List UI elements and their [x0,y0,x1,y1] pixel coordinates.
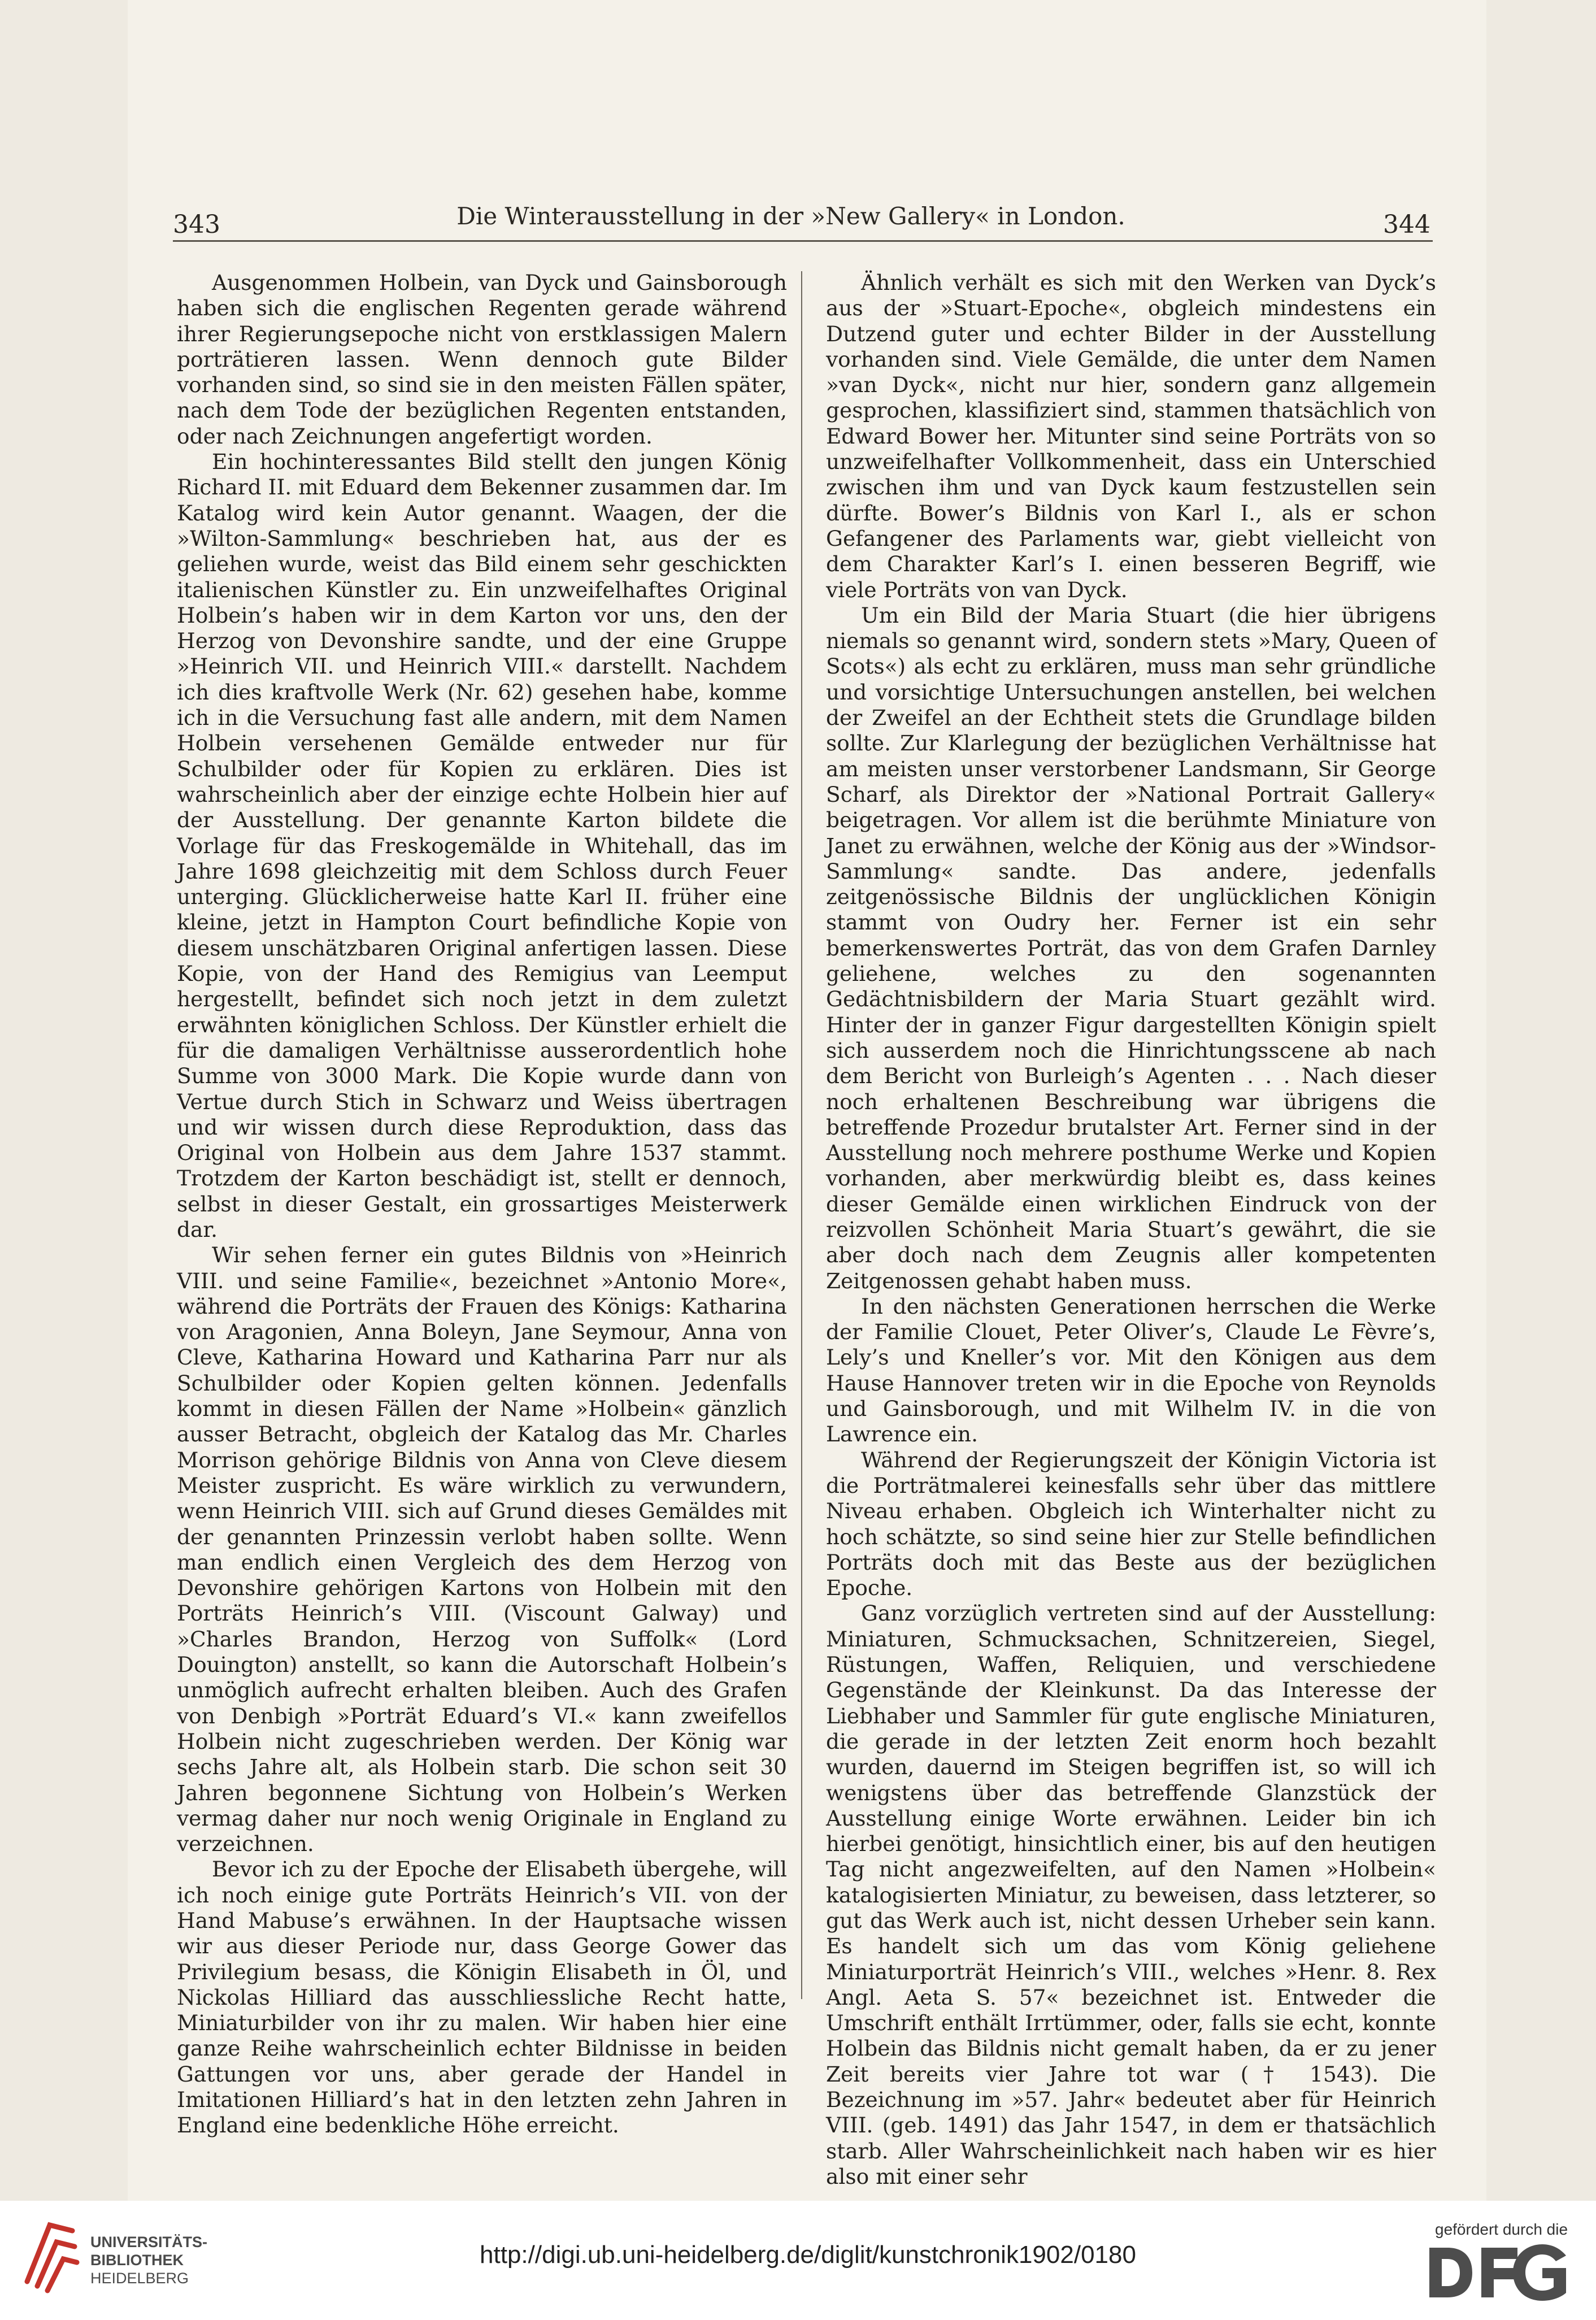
paragraph: Ein hochinteressantes Bild stellt den jungen König Richard II. mit Eduard dem Bekenner zusammen dar. Im Katalog wird kein Autor genannt. Waagen, der die »Wilton-Sammlung« beschrieben hat, aus der es geliehen wurde, weist das Bild einem sehr geschickten italienischen Künstler zu. Ein unzweifelhaftes Original Holbein’s haben wir in dem Karton vor uns, den der Herzog von Devonshire sandte, und der eine Gruppe »Heinrich VII. und Heinrich VIII.« darstellt. Nachdem ich dies kraftvolle Werk (Nr. 62) gesehen habe, komme ich in die Versuchung fast alle andern, mit dem Namen Holbein versehenen Gemälde entweder nur für Schulbilder oder für Kopien zu erklären. Dies ist wahrscheinlich aber der einzige echte Holbein hier auf der Ausstellung. Der genannte Karton bildete die Vorlage für das Freskogemälde in Whitehall, das im Jahre 1698 gleichzeitig mit dem Schloss durch Feuer unterging. Glücklicherweise hatte Karl II. früher eine kleine, jetzt in Hampton Court befindliche Kopie von diesem unschätzbaren Original anfertigen lassen. Diese Kopie, von der Hand des Remigius van Leemput hergestellt, befindet sich noch jetzt in dem zuletzt erwähnten königlichen Schloss. Der Künstler erhielt die für die damaligen Verhältnisse ausserordentlich hohe Summe von 3000 Mark. Die Kopie wurde dann von Vertue durch Stich in Schwarz und Weiss übertragen und wir wissen durch diese Reproduktion, dass das Original von Holbein aus dem Jahre 1537 stammt. Trotzdem der Karton beschädigt ist, stellt er dennoch, selbst in dieser Gestalt, ein grossartiges Meisterwerk dar. [177,449,787,1242]
ub-heidelberg-logo-icon[interactable] [16,2214,84,2299]
paragraph: Bevor ich zu der Epoche der Elisabeth übergehe, will ich noch einige gute Porträts Heinrich’s VII. von der Hand Mabuse’s erwähnen. In der Hauptsache wissen wir aus dieser Periode nur, dass George Gower das Privilegium besass, die Königin Elisabeth in Öl, und Nickolas Hilliard das ausschliessliche Recht hatte, Miniaturbilder von ihr zu malen. Wir haben hier eine ganze Reihe wahrscheinlich echter Bildnisse in beiden Gattungen vor uns, aber gerade der Handel in Imitationen Hilliard’s hat in den letzten zehn Jahren in England eine bedenkliche Höhe erreicht. [177,1857,787,2138]
paragraph: In den nächsten Generationen herrschen die Werke der Familie Clouet, Peter Oliver’s, Claude Le Fèvre’s, Lely’s und Kneller’s vor. Mit den Königen aus dem Hause Hannover treten wir in die Epoche von Reynolds und Gainsborough, und mit Wilhelm IV. in die von Lawrence ein. [826,1293,1436,1447]
library-name-line: BIBLIOTHEK [90,2252,184,2269]
column-rule [801,271,802,1999]
running-head: Die Winterausstellung in der »New Gallery« in London. [456,202,1125,230]
right-column [826,270,1436,2189]
left-column [177,270,787,2138]
paragraph: Wir sehen ferner ein gutes Bildnis von »Heinrich VIII. und seine Familie«, bezeichnet »Antonio More«, während die Porträts der Frauen des Königs: Katharina von Aragonien, Anna Boleyn, Jane Seymour, Anna von Cleve, Katharina Howard und Katharina Parr nur als Schulbilder oder Kopien gelten können. Jedenfalls kommt in diesen Fällen der Name »Holbein« gänzlich ausser Betracht, obgleich der Katalog das Mr. Charles Morrison gehörige Bildnis von Anna von Cleve diesem Meister zuspricht. Es wäre wirklich zu verwundern, wenn Heinrich VIII. sich auf Grund dieses Gemäldes mit der genannten Prinzessin verlobt haben sollte. Wenn man endlich einen Vergleich des dem Herzog von Devonshire gehörigen Kartons von Holbein mit den Porträts Heinrich’s VIII. (Viscount Galway) und »Charles Brandon, Herzog von Suffolk« (Lord Douington) anstellt, so kann die Autorschaft Holbein’s unmöglich aufrecht erhalten bleiben. Auch des Grafen von Denbigh »Porträt Eduard’s VI.« kann zweifellos Holbein nicht zugeschrieben werden. Der König war sechs Jahre alt, als Holbein starb. Die schon seit 30 Jahren begonnene Sichtung von Holbein’s Werken vermag daher nur noch wenig Originale in England zu verzeichnen. [177,1242,787,1857]
header-rule [173,240,1433,242]
dfg-logo-icon[interactable] [1425,2239,1577,2306]
library-name-line: HEIDELBERG [90,2270,189,2287]
paragraph: Um ein Bild der Maria Stuart (die hier übrigens niemals so genannt wird, sondern stets »Mary, Queen of Scots«) als echt zu erklären, muss man sehr gründliche und vorsichtige Untersuchungen anstellen, bei welchen der Zweifel an der Echtheit stets die Grundlage bilden sollte. Zur Klarlegung der bezüglichen Verhältnisse hat am meisten unser verstorbener Landsmann, Sir George Scharf, als Direktor der »National Portrait Gallery« beigetragen. Vor allem ist die berühmte Miniature von Janet zu erwähnen, welche der König aus der »Windsor-Sammlung« sandte. Das andere, jedenfalls zeitgenössische Bildnis der unglücklichen Königin stammt von Oudry her. Ferner ist ein sehr bemerkenswertes Porträt, das von dem Grafen Darnley geliehene, welches zu den sogenannten Gedächtnisbildern der Maria Stuart gezählt wird. Hinter der in ganzer Figur dargestellten Königin spielt sich ausserdem noch die Hinrichtungsscene ab nach dem Bericht von Burleigh’s Agenten . . . Nach dieser noch erhaltenen Beschreibung war übrigens die betreffende Prozedur brutalster Art. Ferner sind in der Ausstellung noch mehrere posthume Werke und Kopien vorhanden, aber merkwürdig bleibt es, dass keines dieser Gemälde einen wirklichen Eindruck von der reizvollen Schönheit Maria Stuart’s gewährt, die sie aber doch nach dem Zeugnis aller kompetenten Zeitgenossen gehabt haben muss. [826,602,1436,1293]
paragraph: Ähnlich verhält es sich mit den Werken van Dyck’s aus der »Stuart-Epoche«, obgleich mindestens ein Dutzend guter und echter Bilder in der Ausstellung vorhanden sind. Viele Gemälde, die unter dem Namen »van Dyck«, nicht nur hier, sondern ganz allgemein gesprochen, klassifiziert sind, stammen thatsächlich von Edward Bower her. Mitunter sind seine Porträts von so unzweifelhafter Vollkommenheit, dass ein Unterschied zwischen ihm und van Dyck kaum festzustellen sein dürfte. Bower’s Bildnis von Karl I., als er schon Gefangener des Parlaments war, giebt vielleicht von dem Charakter Karl’s I. einen besseren Begriff, wie viele Porträts von van Dyck. [826,270,1436,602]
library-name [90,2233,207,2287]
paragraph: Ganz vorzüglich vertreten sind auf der Ausstellung: Miniaturen, Schmucksachen, Schnitzereien, Siegel, Rüstungen, Waffen, Reliquien, und verschiedene Gegenstände der Kleinkunst. Da das Interesse der Liebhaber und Sammler für gute englische Miniaturen, die gerade in der letzten Zeit enorm hoch bezahlt wurden, dauernd im Steigen begriffen ist, so will ich wenigstens über das betreffende Glanzstück der Ausstellung einige Worte erwähnen. Leider bin ich hierbei genötigt, hinsichtlich einer, bis auf den heutigen Tag nicht angezweifelten, auf den Namen »Holbein« katalogisierten Miniatur, zu beweisen, dass letzterer, so gut das Werk auch ist, nicht dessen Urheber sein kann. Es handelt sich um das vom König geliehene Miniaturporträt Heinrich’s VIII., welches »Henr. 8. Rex Angl. Aeta S. 57« bezeichnet ist. Entweder die Umschrift enthält Irrtümmer, oder, falls sie echt, konnte Holbein das Bildnis nicht gemalt haben, da er zu jener Zeit bereits vier Jahre tot war († 1543). Die Bezeichnung im »57. Jahr« bedeutet aber für Heinrich VIII. (geb. 1491) das Jahr 1547, in dem er thatsächlich starb. Aller Wahrscheinlichkeit nach haben wir es hier also mit einer sehr [826,1601,1436,2189]
page-number-left: 343 [173,210,220,239]
paragraph: Während der Regierungszeit der Königin Victoria ist die Porträtmalerei keinesfalls sehr über das mittlere Niveau erhaben. Obgleich ich Winterhalter nicht zu hoch schätzte, so sind seine hier zur Stelle befindlichen Porträts doch mit das Beste aus der bezüglichen Epoche. [826,1447,1436,1601]
page-number-right: 344 [1383,210,1430,239]
permalink-url[interactable]: http://digi.ub.uni-heidelberg.de/diglit/kunstchronik1902/0180 [480,2241,1136,2269]
funding-note: gefördert durch die [1435,2221,1568,2238]
library-name-line: UNIVERSITÄTS- [90,2234,208,2251]
paragraph: Ausgenommen Holbein, van Dyck und Gainsborough haben sich die englischen Regenten gerade während ihrer Regierungsepoche nicht von erstklassigen Malern porträtieren lassen. Wenn dennoch gute Bilder vorhanden sind, so sind sie in den meisten Fällen später, nach dem Tode der bezüglichen Regenten entstanden, oder nach Zeichnungen angefertigt worden. [177,270,787,449]
